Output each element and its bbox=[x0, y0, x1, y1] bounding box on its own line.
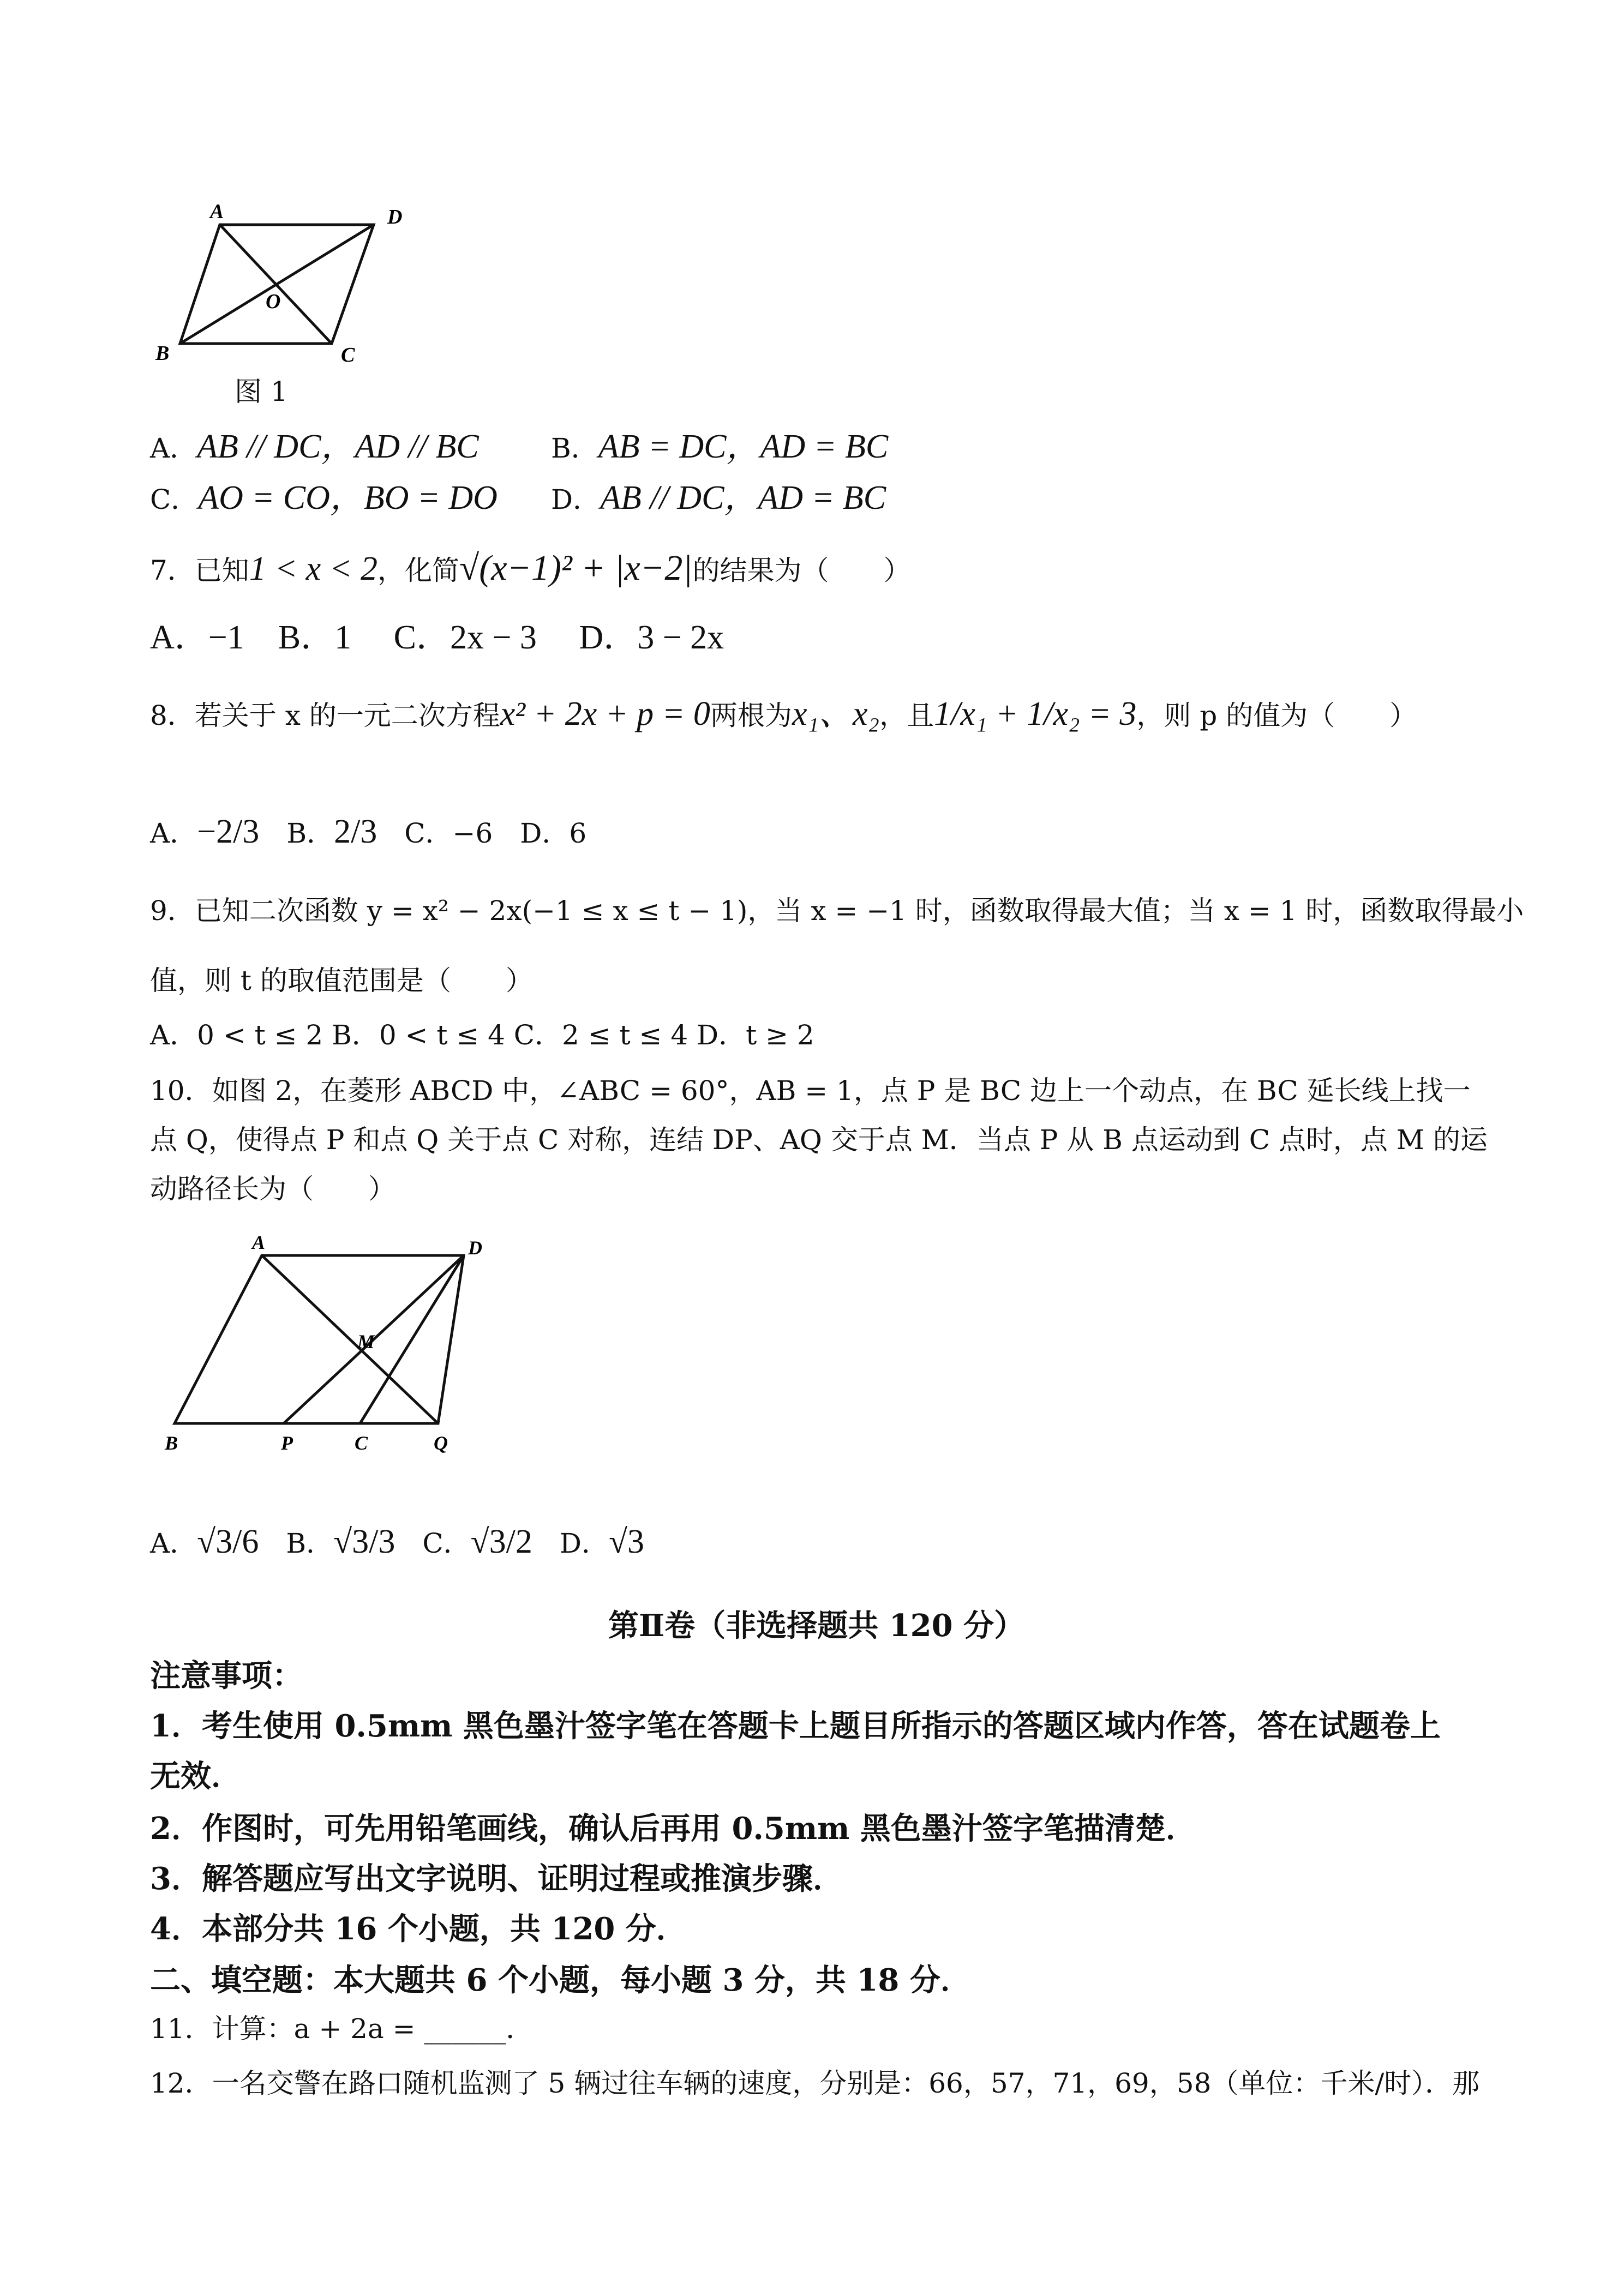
fig1-label-c: C bbox=[341, 344, 355, 366]
q8-option-c: C．−6 bbox=[404, 818, 493, 849]
q10-options bbox=[150, 1522, 644, 1562]
q8-mid2: ，且 bbox=[879, 700, 934, 731]
fig2-label-q: Q bbox=[434, 1432, 448, 1454]
fig2-label-p: P bbox=[281, 1432, 293, 1454]
q10-option-b-label: B． bbox=[286, 1528, 334, 1559]
q8-option-a-label: A． bbox=[150, 818, 197, 849]
q6-option-d-expr: AB // DC，AD = BC bbox=[600, 479, 886, 516]
figure-1-parallelogram bbox=[139, 196, 445, 376]
q8-condition: 1/x₁ + 1/x₂ = 3 bbox=[934, 695, 1137, 732]
fig1-label-d: D bbox=[387, 206, 403, 229]
notice-2: 2．作图时，可先用铅笔画线，确认后再用 0.5mm 黑色墨汁签字笔描清楚． bbox=[150, 1811, 1196, 1847]
q8-option-a-value: −2/3 bbox=[197, 813, 260, 850]
q8-prefix: 8．若关于 x 的一元二次方程 bbox=[150, 700, 500, 731]
q6-option-b-expr: AB = DC，AD = BC bbox=[598, 428, 889, 465]
q6-option-c-expr: AO = CO，BO = DO bbox=[198, 479, 498, 516]
notice-4: 4．本部分共 16 个小题，共 120 分． bbox=[150, 1911, 687, 1947]
q6-option-b bbox=[551, 426, 888, 467]
q10-line2: 点 Q，使得点 P 和点 Q 关于点 C 对称，连结 DP、AQ 交于点 M．当点 P 从 B 点运动到 C 点时，点 M 的运 bbox=[150, 1124, 1488, 1156]
q6-option-b-label: B． bbox=[551, 432, 598, 464]
figure-2-rhombus bbox=[158, 1227, 507, 1472]
q10-option-a-value: √3/6 bbox=[197, 1523, 259, 1560]
notice-heading: 注意事项： bbox=[150, 1658, 303, 1694]
q8-roots: x₁、x₂ bbox=[792, 695, 880, 732]
q7-prefix: 7．已知 bbox=[150, 555, 249, 586]
fig1-label-b: B bbox=[155, 342, 170, 365]
q10-option-d-value: √3 bbox=[609, 1523, 645, 1560]
fig1-label-o: O bbox=[266, 290, 281, 313]
q8-option-d: D．6 bbox=[520, 818, 587, 849]
q6-option-c-label: C． bbox=[150, 484, 199, 515]
notice-3: 3．解答题应写出文字说明、证明过程或推演步骤． bbox=[150, 1861, 843, 1897]
notice-1-line2: 无效． bbox=[150, 1758, 242, 1794]
q7-condition: 1 < x < 2 bbox=[249, 550, 378, 587]
fig2-label-c: C bbox=[355, 1432, 368, 1454]
fig2-label-d: D bbox=[468, 1237, 482, 1259]
q7-mid: ，化简 bbox=[377, 555, 460, 586]
q10-line1: 10．如图 2，在菱形 ABCD 中，∠ABC = 60°，AB = 1，点 P 是 BC 边上一个动点，在 BC 延长线上找一 bbox=[150, 1075, 1471, 1107]
fig1-label-a: A bbox=[210, 200, 224, 223]
q7-options-text: A．−1 B．1 C．2x − 3 D．3 − 2x bbox=[150, 619, 724, 656]
q12: 12．一名交警在路口随机监测了 5 辆过往车辆的速度，分别是：66，57，71，69，58（单位：千米/时）．那 bbox=[150, 2067, 1480, 2099]
q8-mid1: 两根为 bbox=[710, 700, 792, 731]
q6-option-d-label: D． bbox=[551, 484, 601, 515]
q7-options bbox=[150, 617, 724, 658]
q7-suffix: 的结果为（ ） bbox=[692, 555, 911, 586]
q9-line1: 9．已知二次函数 y = x² − 2x(−1 ≤ x ≤ t − 1)，当 x = −1 时，函数取得最大值；当 x = 1 时，函数取得最小 bbox=[150, 895, 1524, 927]
part2-title: 第Ⅱ卷（非选择题共 120 分） bbox=[608, 1608, 1025, 1644]
q8-option-b-value: 2/3 bbox=[334, 813, 377, 850]
q7-stem bbox=[150, 546, 910, 590]
q9-line2: 值，则 t 的取值范围是（ ） bbox=[150, 965, 533, 996]
q9-options: A．0 < t ≤ 2 B．0 < t ≤ 4 C．2 ≤ t ≤ 4 D．t ≥ 2 bbox=[150, 1019, 814, 1051]
fig2-label-a: A bbox=[252, 1231, 266, 1253]
fig2-label-b: B bbox=[165, 1432, 178, 1454]
q10-option-c-value: √3/2 bbox=[470, 1523, 532, 1560]
q10-option-a-label: A． bbox=[150, 1528, 197, 1559]
q10-option-d-label: D． bbox=[559, 1528, 609, 1559]
q6-option-c bbox=[150, 478, 498, 518]
q8-option-b-label: B． bbox=[286, 818, 334, 849]
fig1-caption: 图 1 bbox=[235, 376, 288, 407]
q6-option-a-expr: AB // DC，AD // BC bbox=[197, 428, 479, 465]
q10-line3: 动路径长为（ ） bbox=[150, 1173, 395, 1205]
q11: 11．计算：a + 2a = ______． bbox=[150, 2013, 534, 2045]
q6-option-a bbox=[150, 426, 479, 467]
q8-stem bbox=[150, 694, 1417, 734]
q6-option-d bbox=[551, 478, 886, 518]
section-2-heading: 二、填空题：本大题共 6 个小题，每小题 3 分，共 18 分． bbox=[150, 1962, 971, 1998]
q8-options bbox=[150, 812, 586, 852]
q10-option-c-label: C． bbox=[422, 1528, 471, 1559]
q7-expression: √(x−1)² + |x−2| bbox=[459, 548, 693, 588]
notice-1-line1: 1．考生使用 0.5mm 黑色墨汁签字笔在答题卡上题目所指示的答题区域内作答，答在试题卷上 bbox=[150, 1708, 1441, 1744]
q10-option-b-value: √3/3 bbox=[333, 1523, 395, 1560]
q6-option-a-label: A． bbox=[150, 432, 197, 464]
q8-suffix: ，则 p 的值为（ ） bbox=[1136, 700, 1417, 731]
fig2-label-m: M bbox=[357, 1331, 375, 1353]
q8-equation: x² + 2x + p = 0 bbox=[500, 695, 710, 732]
